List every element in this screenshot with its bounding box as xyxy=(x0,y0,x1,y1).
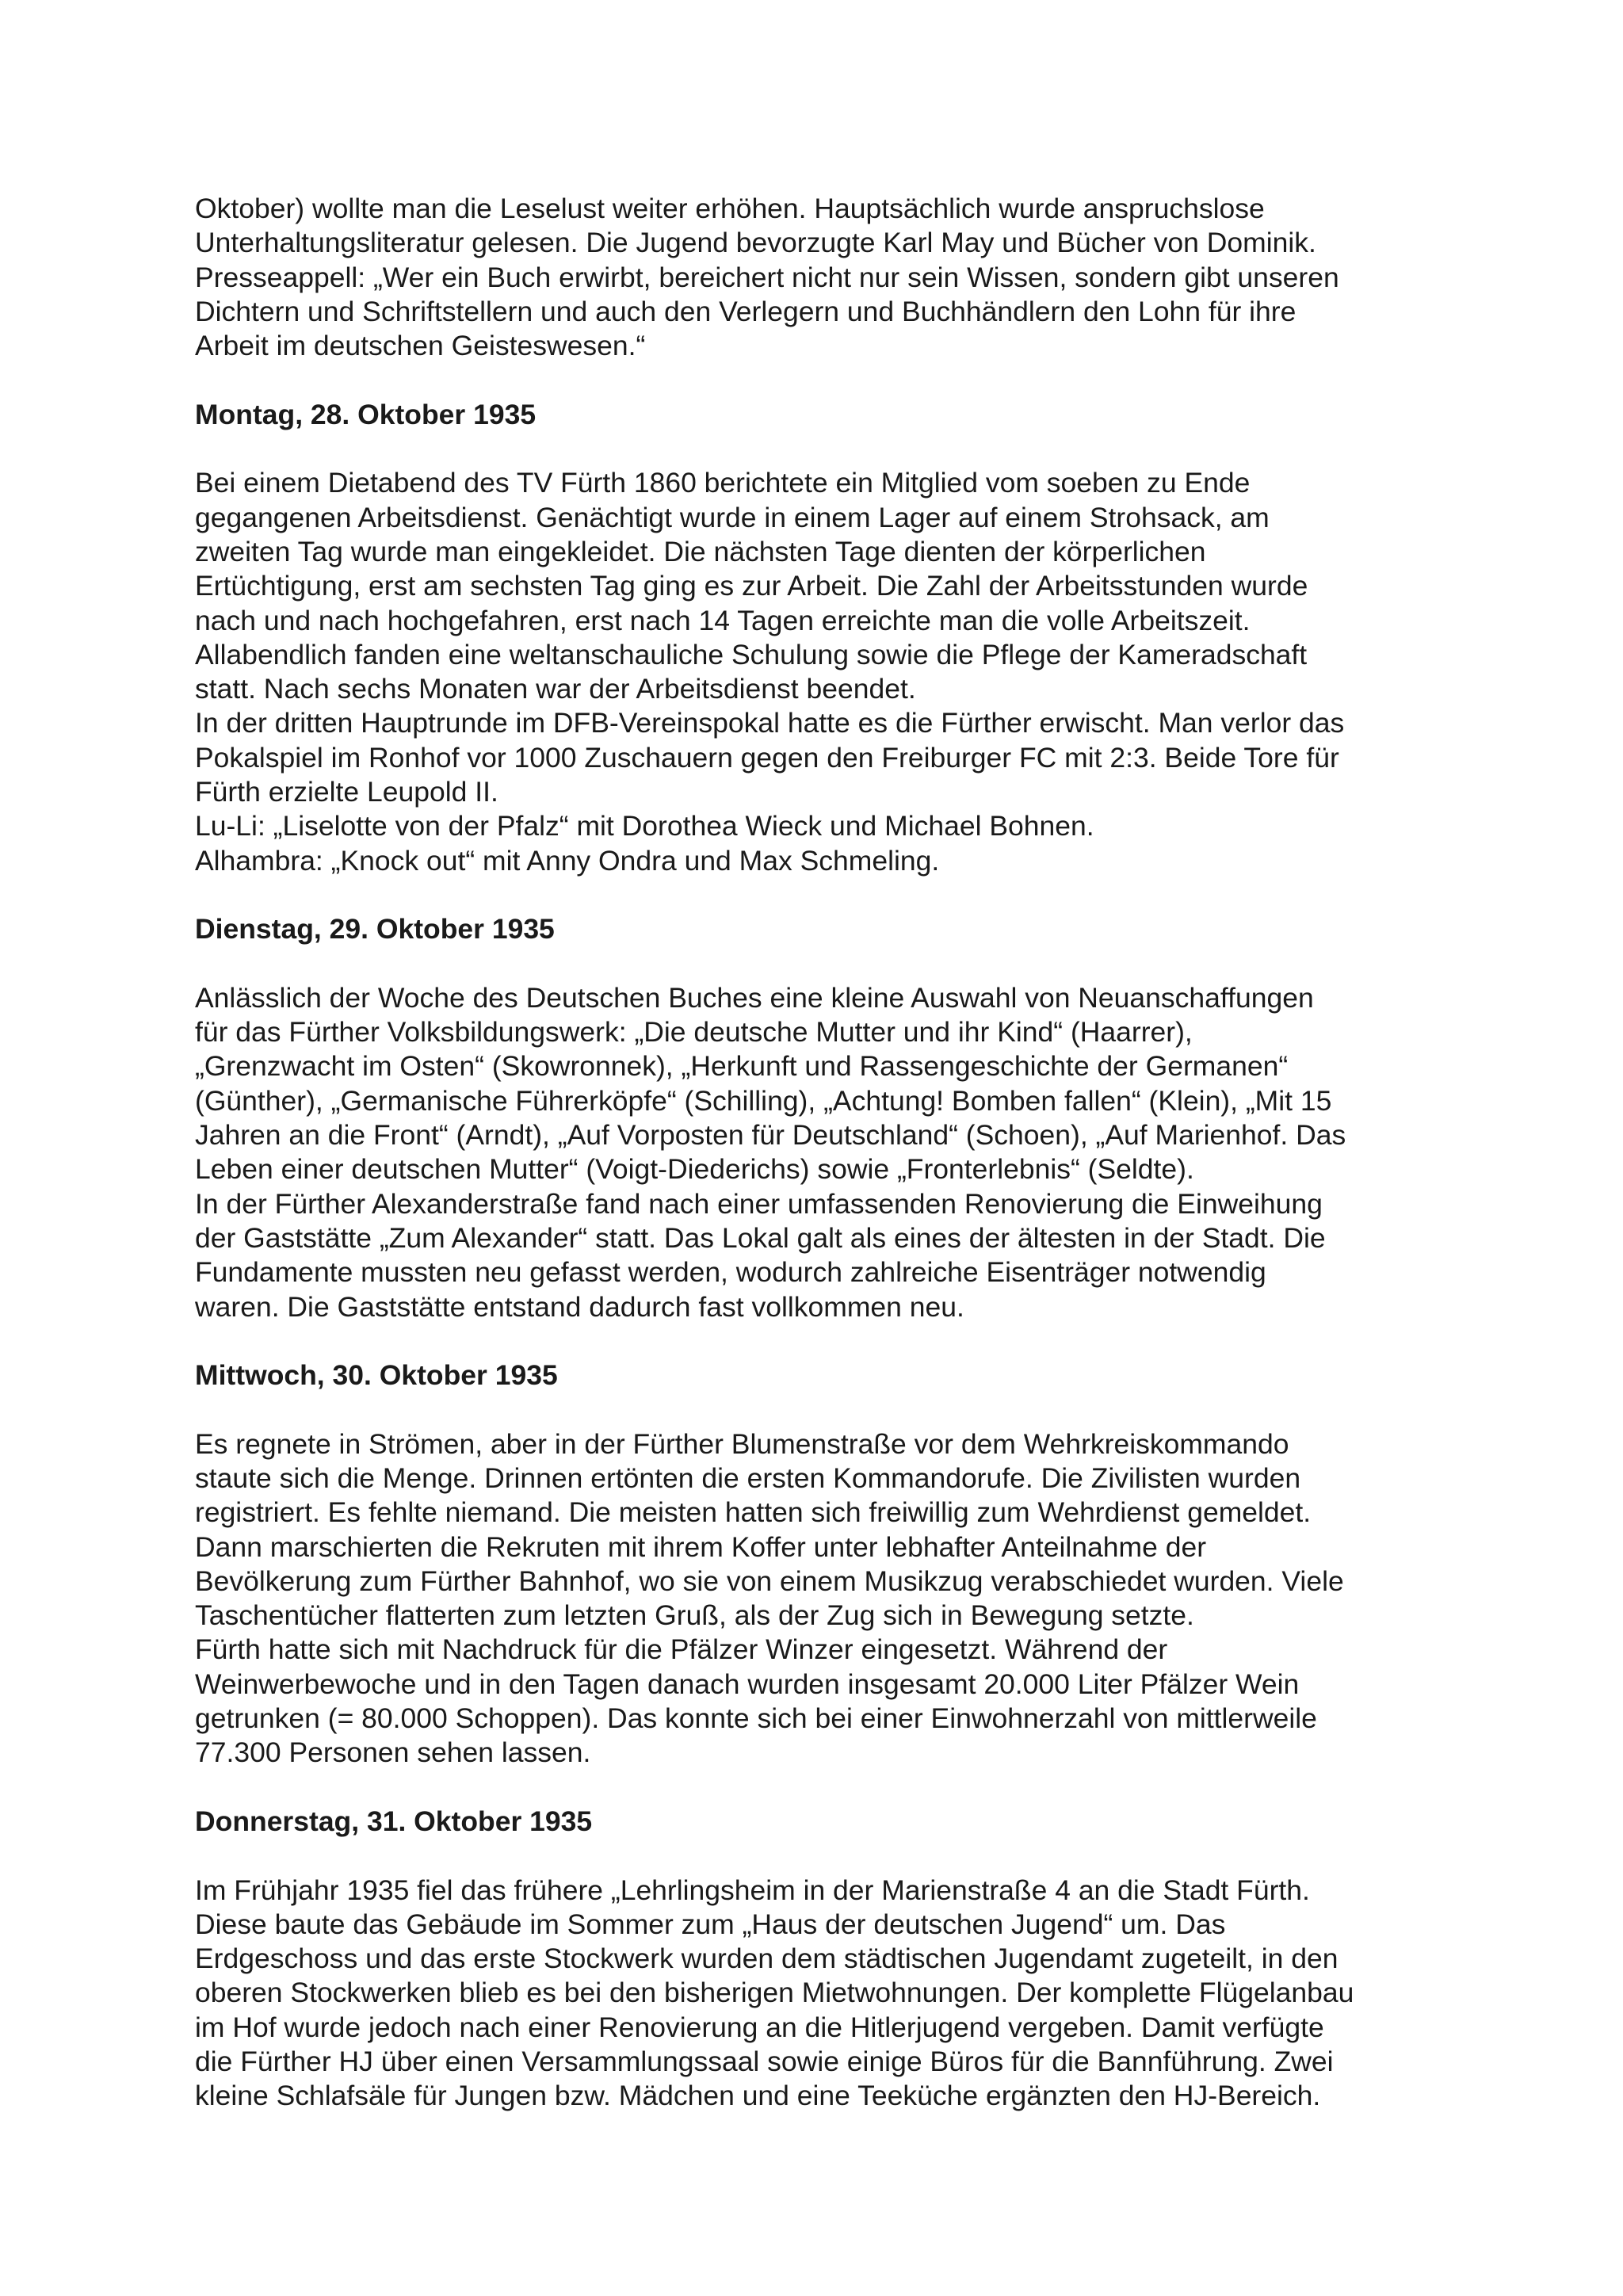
text-line: getrunken (= 80.000 Schoppen). Das konnte sich bei einer Einwohnerzahl von mittlerweile xyxy=(195,1702,1317,1735)
text-line: nach und nach hochgefahren, erst nach 14 Tagen erreichte man die volle Arbeitszeit. xyxy=(195,604,1251,636)
text-line: oberen Stockwerken blieb es bei den bisherigen Mietwohnungen. Der komplette Flügelanbau xyxy=(195,1977,1354,2009)
text-line: Im Frühjahr 1935 fiel das frühere „Lehrlingsheim in der Marienstraße 4 an die Stadt Fürth. xyxy=(195,1874,1310,1906)
text-line: In der Fürther Alexanderstraße fand nach einer umfassenden Renovierung die Einweihung xyxy=(195,1187,1323,1220)
text-line: statt. Nach sechs Monaten war der Arbeitsdienst beendet. xyxy=(195,673,916,705)
entry-tuesday xyxy=(195,912,1463,1324)
text-line: Taschentücher flatterten zum letzten Gruß, als der Zug sich in Bewegung setzte. xyxy=(195,1599,1194,1632)
text-line: Oktober) wollte man die Leselust weiter erhöhen. Hauptsächlich wurde anspruchslose xyxy=(195,193,1265,224)
text-line: der Gaststätte „Zum Alexander“ statt. Das Lokal galt als eines der ältesten in der Stadt. Die xyxy=(195,1221,1326,1254)
text-line: im Hof wurde jedoch nach einer Renovierung an die Hitlerjugend vergeben. Damit verfügte xyxy=(195,2011,1324,2043)
text-line: Erdgeschoss und das erste Stockwerk wurden dem städtischen Jugendamt zugeteilt, in den xyxy=(195,1943,1338,1975)
text-line: Leben einer deutschen Mutter“ (Voigt-Diederichs) sowie „Fronterlebnis“ (Seldte). xyxy=(195,1153,1194,1186)
text-line: registriert. Es fehlte niemand. Die meisten hatten sich freiwillig zum Wehrdienst gemeldet. xyxy=(195,1496,1312,1529)
text-line: waren. Die Gaststätte entstand dadurch fast vollkommen neu. xyxy=(195,1290,964,1323)
text-line: Fundamente mussten neu gefasst werden, wodurch zahlreiche Eisenträger notwendig xyxy=(195,1256,1266,1289)
text-line: staute sich die Menge. Drinnen ertönten die ersten Kommandorufe. Die Zivilisten wurden xyxy=(195,1461,1301,1494)
document-page xyxy=(195,192,1463,2114)
text-line: gegangenen Arbeitsdienst. Genächtigt wurde in einem Lager auf einem Strohsack, am xyxy=(195,501,1270,533)
text-line: für das Fürther Volksbildungswerk: „Die deutsche Mutter und ihr Kind“ (Haarrer), xyxy=(195,1016,1193,1049)
text-line: Lu-Li: „Liselotte von der Pfalz“ mit Dorothea Wieck und Michael Bohnen. xyxy=(195,810,1094,842)
text-line: Fürth erzielte Leupold II. xyxy=(195,776,498,808)
date-heading: Dienstag, 29. Oktober 1935 xyxy=(195,913,555,946)
text-line: Fürth hatte sich mit Nachdruck für die Pfälzer Winzer eingesetzt. Während der xyxy=(195,1633,1168,1666)
date-heading: Montag, 28. Oktober 1935 xyxy=(195,398,537,430)
text-line: Dann marschierten die Rekruten mit ihrem Koffer unter lebhafter Anteilnahme der xyxy=(195,1530,1207,1563)
text-line: kleine Schlafsäle für Jungen bzw. Mädchen und eine Teeküche ergänzten den HJ-Bereich. xyxy=(195,2080,1321,2112)
entry-monday xyxy=(195,398,1463,878)
entry-wednesday xyxy=(195,1358,1463,1771)
text-line: die Fürther HJ über einen Versammlungssaal sowie einige Büros für die Bannführung. Zwei xyxy=(195,2046,1334,2078)
date-heading: Donnerstag, 31. Oktober 1935 xyxy=(195,1805,593,1837)
text-line: Anlässlich der Woche des Deutschen Buches eine kleine Auswahl von Neuanschaffungen xyxy=(195,981,1314,1014)
text-line: Es regnete in Strömen, aber in der Fürther Blumenstraße vor dem Wehrkreiskommando xyxy=(195,1427,1289,1460)
text-line: 77.300 Personen sehen lassen. xyxy=(195,1736,591,1769)
text-line: Bei einem Dietabend des TV Fürth 1860 berichtete ein Mitglied vom soeben zu Ende xyxy=(195,467,1251,499)
text-line: Diese baute das Gebäude im Sommer zum „Haus der deutschen Jugend“ um. Das xyxy=(195,1908,1226,1940)
text-line: Ertüchtigung, erst am sechsten Tag ging es zur Arbeit. Die Zahl der Arbeitsstunden wurde xyxy=(195,570,1308,602)
text-line: In der dritten Hauptrunde im DFB-Vereinspokal hatte es die Fürther erwischt. Man verlor das xyxy=(195,707,1345,739)
text-line: Alhambra: „Knock out“ mit Anny Ondra und Max Schmeling. xyxy=(195,844,940,877)
text-line: zweiten Tag wurde man eingekleidet. Die nächsten Tage dienten der körperlichen xyxy=(195,535,1206,567)
text-line: Jahren an die Front“ (Arndt), „Auf Vorposten für Deutschland“ (Schoen), „Auf Marienhof. Das xyxy=(195,1119,1346,1152)
text-line: Bevölkerung zum Fürther Bahnhof, wo sie von einem Musikzug verabschiedet wurden. Viele xyxy=(195,1564,1344,1597)
text-line: Presseappell: „Wer ein Buch erwirbt, bereichert nicht nur sein Wissen, sondern gibt unseren xyxy=(195,261,1339,293)
text-line: Arbeit im deutschen Geisteswesen.“ xyxy=(195,330,646,362)
text-line: Allabendlich fanden eine weltanschauliche Schulung sowie die Pflege der Kameradschaft xyxy=(195,638,1308,670)
text-line: Dichtern und Schriftstellern und auch den Verlegern und Buchhändlern den Lohn für ihre xyxy=(195,295,1296,327)
text-line: „Grenzwacht im Osten“ (Skowronnek), „Herkunft und Rassengeschichte der Germanen“ xyxy=(195,1050,1289,1083)
date-heading: Mittwoch, 30. Oktober 1935 xyxy=(195,1359,558,1392)
text-line: Weinwerbewoche und in den Tagen danach wurden insgesamt 20.000 Liter Pfälzer Wein xyxy=(195,1668,1300,1700)
text-line: Unterhaltungsliteratur gelesen. Die Jugend bevorzugte Karl May und Bücher von Dominik. xyxy=(195,227,1316,259)
text-line: (Günther), „Germanische Führerköpfe“ (Schilling), „Achtung! Bomben fallen“ (Klein), „Mit 15 xyxy=(195,1084,1332,1117)
text-line: Pokalspiel im Ronhof vor 1000 Zuschauern gegen den Freiburger FC mit 2:3. Beide Tore für xyxy=(195,741,1339,774)
intro-paragraph xyxy=(195,192,1463,363)
entry-thursday xyxy=(195,1805,1463,2114)
